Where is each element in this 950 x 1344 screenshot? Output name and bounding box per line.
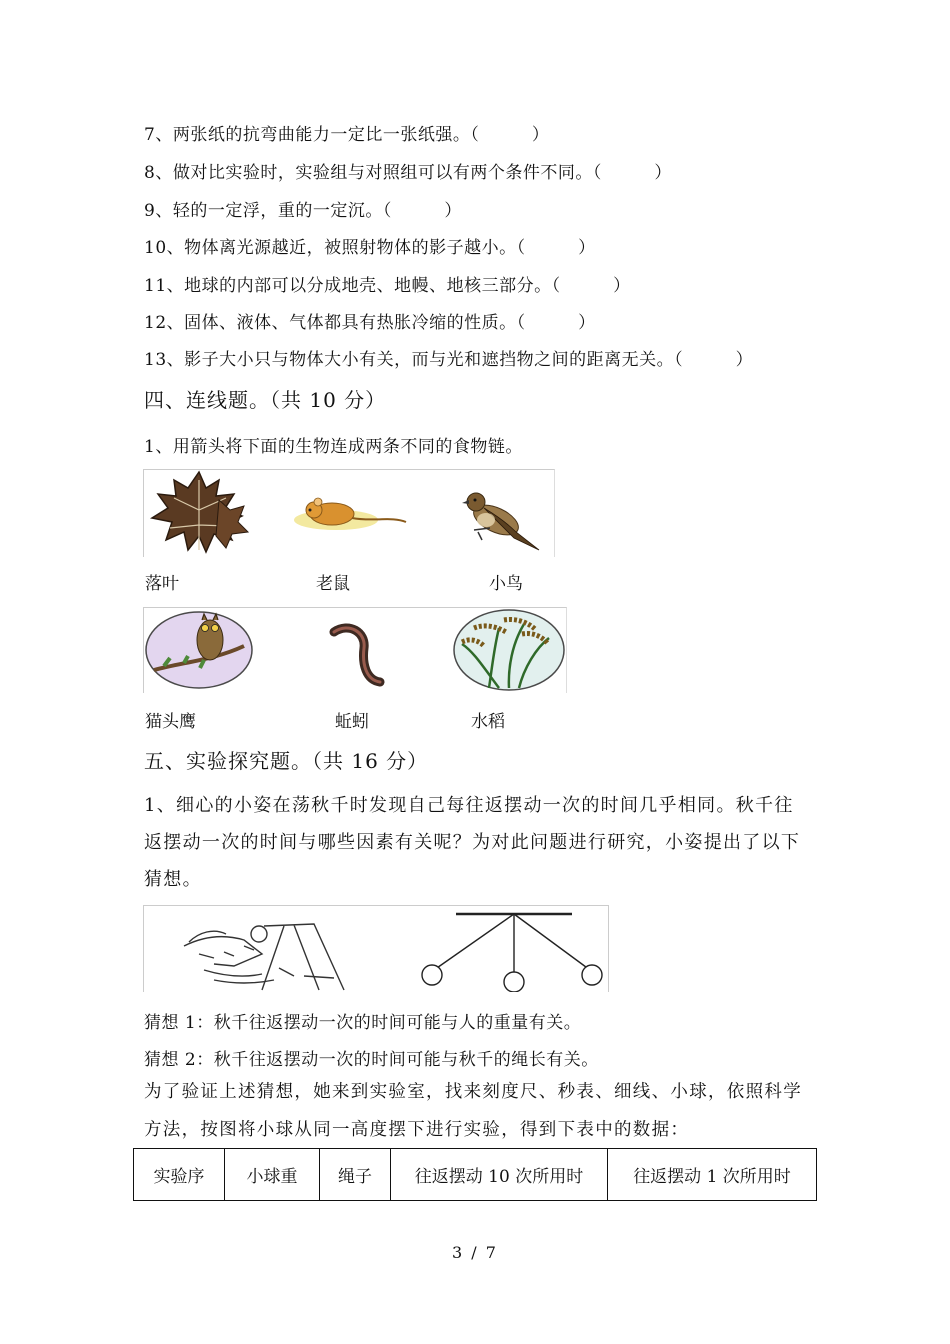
guess-2: 猜想 2：秋千往返摆动一次的时间可能与秋千的绳长有关。 [144, 1050, 599, 1070]
section5-question-1-intro: 1、细心的小姿在荡秋千时发现自己每往返摆动一次的时间几乎相同。秋千往返摆动一次的时间与哪些因素有关呢？为对此问题进行研究，小姿提出了以下猜想。 [144, 795, 801, 890]
table-header-cell: 实验序 [134, 1149, 225, 1201]
table-header-cell: 往返摆动 10 次所用时 [391, 1149, 608, 1201]
organism-label-earthworm: 蚯蚓 [335, 712, 369, 732]
earthworm-picture [334, 628, 380, 682]
guess-1: 猜想 1：秋千往返摆动一次的时间可能与人的重量有关。 [144, 1013, 582, 1033]
table-header-cell: 往返摆动 1 次所用时 [608, 1149, 817, 1201]
experiment-method: 为了验证上述猜想，她来到实验室，找来刻度尺、秒表、细线、小球，依照科学方法，按图将小球从同一高度摆下进行实验，得到下表中的数据： [144, 1082, 802, 1140]
section5-title: 五、实验探究题。（共 16 分） [144, 749, 429, 773]
tf-item-13: 13、影子大小只与物体大小有关，而与光和遮挡物之间的距离无关。（ ） [144, 350, 754, 370]
tf-item-7: 7、两张纸的抗弯曲能力一定比一张纸强。（ ） [144, 125, 550, 145]
table-header-row [134, 1149, 817, 1201]
tf-item-10: 10、物体离光源越近，被照射物体的影子越小。（ ） [144, 238, 596, 258]
organism-label-bird: 小鸟 [489, 574, 523, 594]
rice-plant-picture [454, 610, 564, 690]
organism-label-rice: 水稻 [471, 712, 505, 732]
tf-item-8: 8、做对比实验时，实验组与对照组可以有两个条件不同。（ ） [144, 163, 672, 183]
organism-label-owl: 猫头鹰 [145, 712, 196, 732]
food-chain-image-row-2 [143, 607, 567, 693]
mouse-picture [294, 498, 406, 530]
tf-item-9: 9、轻的一定浮，重的一定沉。（ ） [144, 201, 462, 221]
table-header-cell: 绳子 [320, 1149, 391, 1201]
food-chain-image-row-1 [143, 469, 555, 557]
tf-item-12: 12、固体、液体、气体都具有热胀冷缩的性质。（ ） [144, 313, 596, 333]
organism-label-fallen-leaves: 落叶 [145, 574, 179, 594]
page-number: 3 / 7 [452, 1243, 498, 1262]
tf-item-11: 11、地球的内部可以分成地壳、地幔、地核三部分。（ ） [144, 276, 631, 296]
section4-title: 四、连线题。（共 10 分） [144, 388, 387, 412]
organism-label-mouse: 老鼠 [316, 574, 350, 594]
swing-pendulum-image [143, 905, 609, 992]
bird-picture [462, 493, 539, 550]
pendulum-diagram [422, 914, 602, 992]
experiment-data-table [133, 1148, 817, 1201]
fallen-leaves-picture [152, 472, 248, 552]
section4-question-1: 1、用箭头将下面的生物连成两条不同的食物链。 [144, 437, 523, 457]
child-on-swing-sketch [184, 924, 344, 990]
owl-picture [146, 612, 252, 688]
table-header-cell: 小球重 [225, 1149, 320, 1201]
